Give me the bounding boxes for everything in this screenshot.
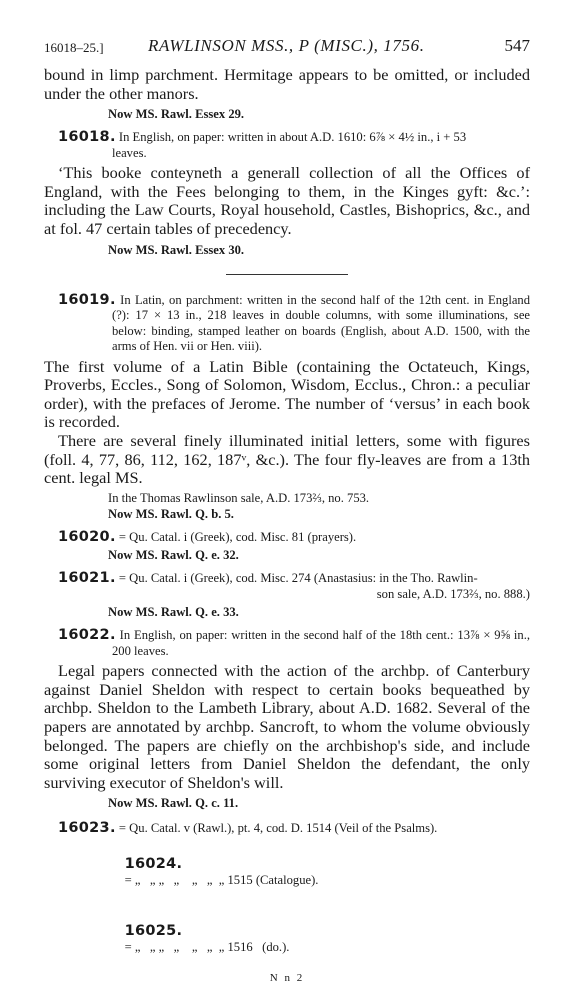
entry-number: 16022.: [58, 627, 116, 644]
entry-desc-line: = Qu. Catal. i (Greek), cod. Misc. 274 (Anastasius: in the Tho. Rawlin-: [118, 571, 478, 586]
entry-number: 16021.: [58, 570, 116, 587]
intro-shelfmark: Now MS. Rawl. Essex 29.: [108, 107, 245, 122]
entry-16020-shelfmark: Now MS. Rawl. Q. e. 32.: [108, 548, 239, 563]
page-number: 547: [504, 36, 530, 55]
entry-16024: [58, 842, 530, 904]
entry-16022-description: [58, 628, 530, 659]
entry-16018-body: ‘This booke conteyneth a generall collection of all the Offices of England, with the Fees belonging to them, in the Kinges gyft: &c.’: including the Law Courts, Royal household, Castles, Bishoprics, &c., and at fol. 47 certain tables of precedency.: [44, 163, 530, 238]
entry-16022-body: Legal papers connected with the action of the archbp. of Canterbury against Daniel Sheldon with respect to certain books bequeathed by archbp. Sheldon to the Lambeth Library, about A.D. 1682. Several of the papers are annotated by archbp. Sancroft, to whom the volume obviously belonged. The papers are chiefly on the archbishop's side, and include some original letters from Daniel Sheldon the defendant, the only surviving executor of Sheldon's will.: [44, 661, 530, 792]
entry-16020-description: [58, 530, 530, 546]
entry-16019-paragraph-1: The first volume of a Latin Bible (containing the Octateuch, Kings, Proverbs, Eccles., Song of Solomon, Wisdom, Ecclus., Chron.: a peculiar order), with the prefaces of Jerome. The number of ‘versus’ in each book is recorded.: [44, 356, 530, 432]
header-entry-range: 16018–25.]: [44, 40, 104, 55]
entry-16021-desc-continuation: son sale, A.D. 173⅔, no. 888.): [376, 586, 530, 601]
entry-16021-description: [58, 571, 530, 587]
entry-16019-provenance: In the Thomas Rawlinson sale, A.D. 173⅔, no. 753.: [108, 490, 370, 505]
entry-number: 16025.: [124, 923, 183, 940]
intro-text: bound in limp parchment. Hermitage appears to be omitted, or included under the other manors.: [44, 65, 530, 103]
entry-16023: [58, 821, 530, 837]
document-page: [44, 36, 530, 984]
entry-desc: In English, on paper: written in the second half of the 18th cent.: 13⅞ × 9⅝ in., 200 leaves.: [112, 628, 530, 658]
entry-desc-line: In English, on paper: written in about A.D. 1610: 6⅞ × 4½ in., i + 53: [118, 130, 467, 145]
entry-desc-line: leaves.: [112, 145, 147, 160]
entry-desc: = Qu. Catal. i (Greek), cod. Misc. 81 (prayers).: [118, 529, 357, 544]
entry-16018-shelfmark: Now MS. Rawl. Essex 30.: [108, 242, 245, 257]
entry-16019-description: [58, 293, 530, 355]
entry-desc: = „ „ „ „ „ „ „ 1516 (do.).: [124, 939, 290, 954]
entry-number: 16023.: [58, 820, 116, 837]
section-divider: [226, 274, 348, 275]
entry-16019-shelfmark: Now MS. Rawl. Q. b. 5.: [108, 506, 234, 521]
entry-desc: = „ „ „ „ „ „ „ 1515 (Catalogue).: [124, 872, 319, 887]
entry-16021-shelfmark: Now MS. Rawl. Q. e. 33.: [108, 605, 239, 620]
entry-number: 16020.: [58, 528, 116, 545]
entry-number: 16019.: [58, 291, 116, 308]
entry-16019-paragraph-2: There are several finely illuminated initial letters, some with figures (foll. 4, 77, 86, 112, 162, 187ᵛ, &c.). The four fly-leaves are from a 13th cent. legal MS.: [44, 430, 530, 488]
entry-desc: = Qu. Catal. v (Rawl.), pt. 4, cod. D. 1514 (Veil of the Psalms).: [118, 821, 438, 836]
signature-mark: N n 2: [269, 971, 305, 984]
entry-16018-description: [58, 130, 530, 161]
header-title: RAWLINSON MSS., P (MISC.), 1756.: [148, 36, 425, 55]
running-header: [44, 36, 530, 64]
entry-number: 16024.: [124, 856, 183, 873]
entry-16022-shelfmark: Now MS. Rawl. Q. c. 11.: [108, 796, 239, 811]
entry-desc: In Latin, on parchment: written in the second half of the 12th cent. in England (?): 17 × 13 in., 218 leaves in double columns, with some illuminations, see below: binding, stamped leather on boards (English, about A.D. 1500, with the arms of Hen. vii or Hen. viii).: [112, 292, 531, 354]
entry-number: 16018.: [58, 129, 116, 146]
entry-16025: [58, 909, 530, 971]
